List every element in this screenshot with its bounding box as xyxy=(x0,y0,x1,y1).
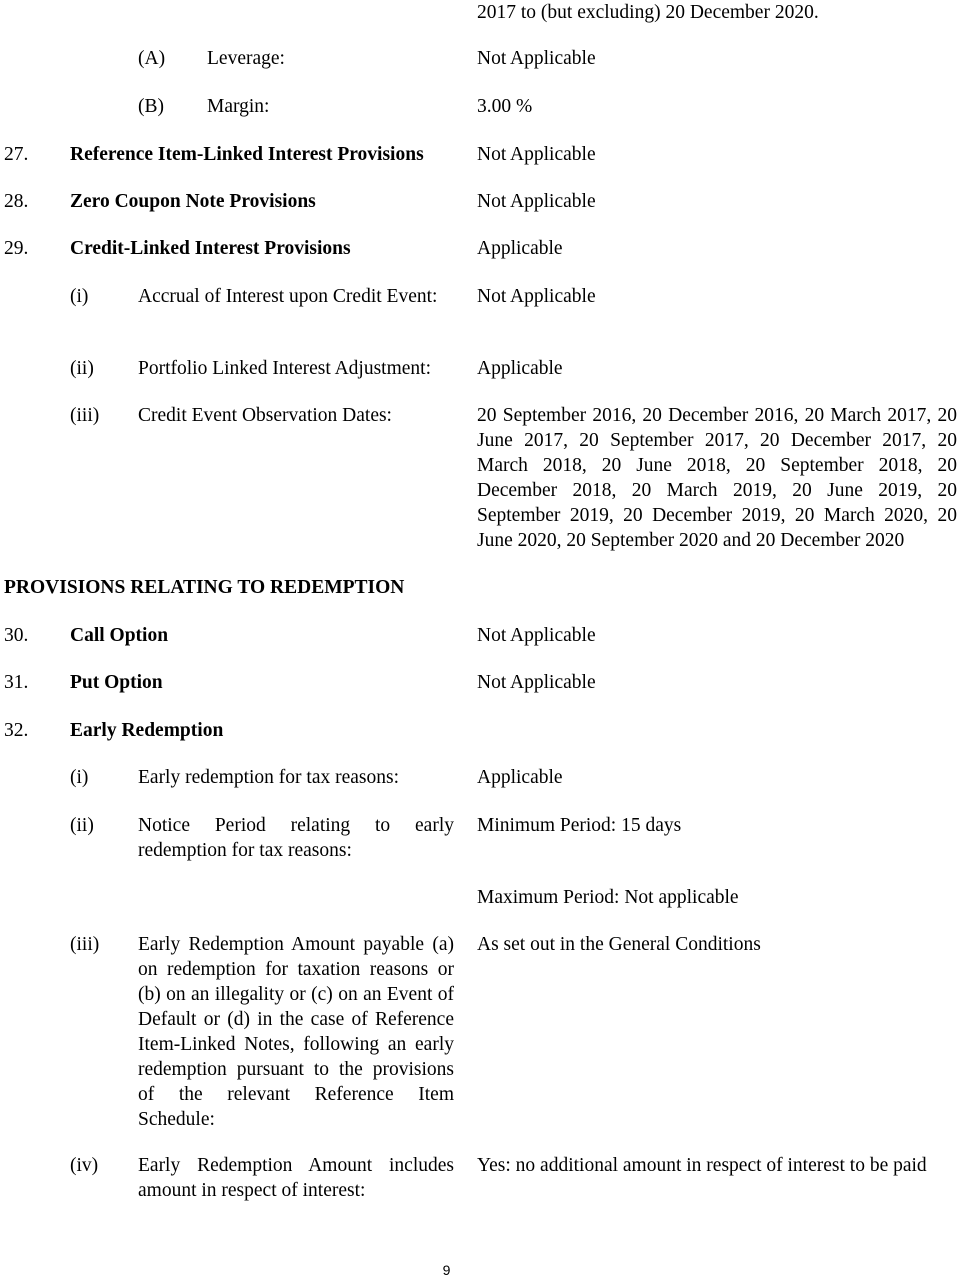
item-30-number: 30. xyxy=(4,625,29,646)
item-29-ii-marker: (ii) xyxy=(70,358,94,379)
item-32-ii-label: Notice Period relating to early redemption for tax reasons: xyxy=(138,815,454,861)
item-32-iv-marker: (iv) xyxy=(70,1155,99,1176)
item-29-ii-label: Portfolio Linked Interest Adjustment: xyxy=(138,358,432,379)
item-32-number: 32. xyxy=(4,720,29,741)
page-number: 9 xyxy=(442,1262,451,1278)
item-29-number: 29. xyxy=(4,238,29,259)
item-31-number: 31. xyxy=(4,672,29,693)
item-29-ii-value: Applicable xyxy=(477,358,563,379)
margin-value: 3.00 % xyxy=(477,96,533,117)
item-29-iii-label: Credit Event Observation Dates: xyxy=(138,405,392,426)
leverage-value: Not Applicable xyxy=(477,48,596,69)
leverage-marker: (A) xyxy=(138,48,166,69)
item-29-i-marker: (i) xyxy=(70,286,89,307)
margin-marker: (B) xyxy=(138,96,164,117)
item-30-value: Not Applicable xyxy=(477,625,596,646)
item-32-iii-marker: (iii) xyxy=(70,934,100,955)
item-32-ii-value-max: Maximum Period: Not applicable xyxy=(477,887,739,908)
leverage-label: Leverage: xyxy=(207,48,285,69)
item-32-iv-value: Yes: no additional amount in respect of interest to be paid xyxy=(477,1155,927,1176)
item-29-i-value: Not Applicable xyxy=(477,286,596,307)
item-28-title: Zero Coupon Note Provisions xyxy=(70,191,316,212)
item-29-value: Applicable xyxy=(477,238,563,259)
item-31-value: Not Applicable xyxy=(477,672,596,693)
item-29-iii-value: 20 September 2016, 20 December 2016, 20 March 2017, 20 June 2017, 20 September 2017, 20 December 2017, 20 March 2018, 20 June 2018, 20 September 2018, 20 December 2018, 20 March 2019, 20 June 2019, 20 September 2019, 20 December 2019, 20 March 2020, 20 June 2020, 20 September 2020 and 20 December 2020 xyxy=(477,405,957,551)
item-27-title: Reference Item-Linked Interest Provisions xyxy=(70,144,424,165)
margin-label: Margin: xyxy=(207,96,270,117)
item-32-i-label: Early redemption for tax reasons: xyxy=(138,767,399,788)
item-32-iv-label: Early Redemption Amount includes amount in respect of interest: xyxy=(138,1155,454,1201)
item-32-i-value: Applicable xyxy=(477,767,563,788)
item-29-iii-marker: (iii) xyxy=(70,405,100,426)
item-31-title: Put Option xyxy=(70,672,163,693)
item-29-i-label: Accrual of Interest upon Credit Event: xyxy=(138,286,438,307)
item-28-number: 28. xyxy=(4,191,29,212)
item-32-i-marker: (i) xyxy=(70,767,89,788)
item-32-ii-marker: (ii) xyxy=(70,815,94,836)
item-30-title: Call Option xyxy=(70,625,169,646)
item-28-value: Not Applicable xyxy=(477,191,596,212)
item-27-value: Not Applicable xyxy=(477,144,596,165)
item-27-number: 27. xyxy=(4,144,29,165)
item-32-title: Early Redemption xyxy=(70,720,224,741)
item-32-iii-label: Early Redemption Amount payable (a) on redemption for taxation reasons or (b) on an illegality or (c) on an Event of Default or (d) in the case of Reference Item-Linked Notes, following an early redemption pursuant to the provisions of the relevant Reference Item Schedule: xyxy=(138,934,454,1130)
item-32-ii-value-min: Minimum Period: 15 days xyxy=(477,815,682,836)
item-32-iii-value: As set out in the General Conditions xyxy=(477,934,761,955)
section-heading: PROVISIONS RELATING TO REDEMPTION xyxy=(4,577,405,598)
continuation-text: 2017 to (but excluding) 20 December 2020. xyxy=(477,2,819,23)
item-29-title: Credit-Linked Interest Provisions xyxy=(70,238,351,259)
